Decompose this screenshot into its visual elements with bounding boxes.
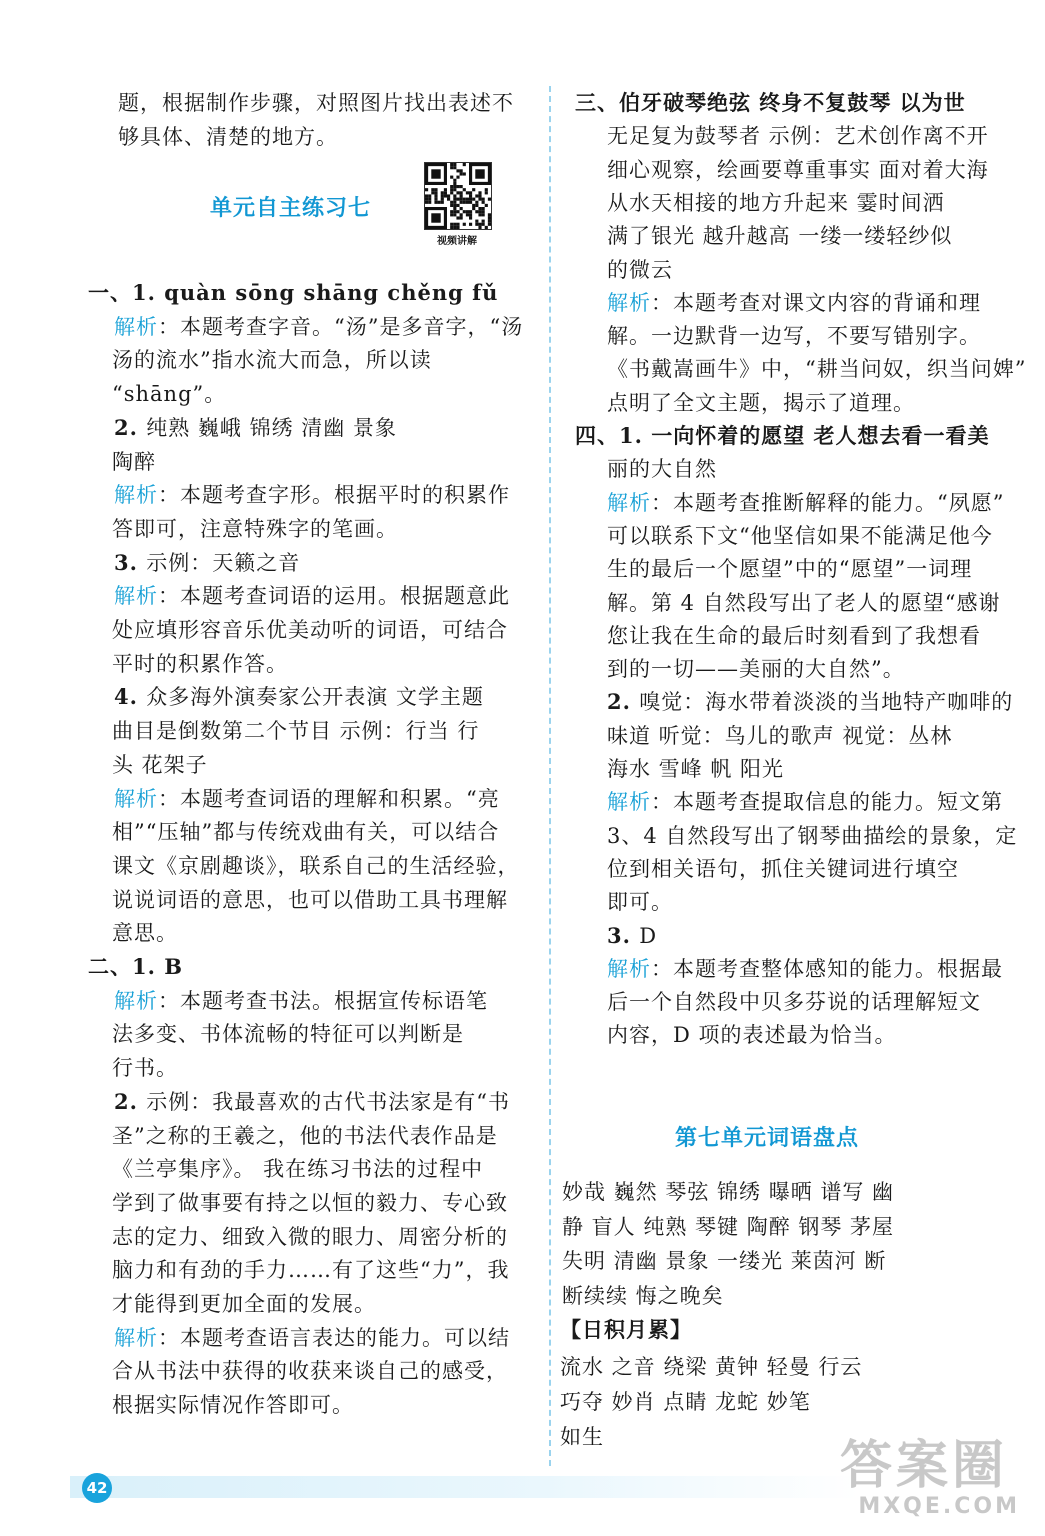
line-text: 后一个自然段中贝多芬说的话理解短文: [607, 990, 981, 1015]
line-text: 您让我在生命的最后时刻看到了我想看: [607, 623, 981, 648]
line-text: “shāng”。: [112, 382, 227, 407]
line-text: 曲目是倒数第二个节目 示例：行当 行: [112, 719, 480, 744]
intro-line: [118, 86, 514, 120]
line-text: 即可。: [607, 890, 673, 915]
footer-bar: [70, 1476, 860, 1498]
line-text: 流水 之音 绕梁 黄钟 轻曼 行云: [560, 1355, 863, 1379]
vocab-line: [562, 1210, 894, 1244]
text-line: [607, 685, 1013, 719]
text-line: [607, 219, 952, 253]
line-text: 圣”之称的王羲之，他的书法代表作品是: [112, 1123, 498, 1148]
text-line: [607, 319, 981, 353]
line-text: 满了银光 越升越高 一缕一缕轻纱似: [607, 224, 953, 249]
line-text: 四、1. 一向怀着的愿望 老人想去看一看美: [575, 423, 990, 448]
analysis-label: 解析: [114, 786, 158, 811]
text-line: [112, 1388, 354, 1422]
text-line: [114, 579, 510, 613]
line-text: 才能得到更加全面的发展。: [112, 1292, 376, 1316]
text-line: [607, 153, 989, 187]
question-number: 2.: [607, 689, 640, 715]
text-line: [112, 849, 520, 883]
text-line: [607, 119, 989, 153]
line-text: D: [639, 923, 658, 948]
line-text: 答即可，注意特殊字的笔画。: [112, 516, 398, 541]
column-divider: [549, 86, 551, 1466]
line-text: 生的最后一个愿望”中的“愿望”一词理: [607, 557, 973, 582]
text-line: [112, 377, 226, 411]
text-line: [112, 1220, 508, 1254]
line-text: 志的定力、细致入微的眼力、周密分析的: [112, 1224, 508, 1249]
text-line: [112, 1253, 509, 1287]
line-text: ：本题考查字形。根据平时的积累作: [158, 483, 510, 508]
text-line: [112, 343, 432, 377]
line-text: 相”“压轴”都与传统戏曲有关，可以结合: [112, 820, 500, 845]
line-text: 【日积月累】: [560, 1317, 692, 1342]
line-text: 点明了全文主题，揭示了道理。: [607, 390, 915, 415]
line-text: 根据实际情况作答即可。: [112, 1393, 354, 1418]
text-line: [88, 276, 498, 310]
line-text: 从水天相接的地方升起来 霎时间洒: [607, 190, 945, 215]
text-line: [607, 985, 981, 1019]
text-line: [112, 815, 499, 849]
text-line: [607, 952, 1003, 986]
text-line: [607, 352, 1026, 386]
text-line: [114, 310, 523, 344]
analysis-label: 解析: [607, 790, 651, 815]
analysis-label: 解析: [114, 1325, 158, 1350]
question-number: 3.: [607, 922, 640, 948]
line-text: 平时的积累作答。: [112, 651, 288, 676]
line-text: 可以联系下文“他坚信如果不能满足他今: [607, 523, 993, 548]
text-line: [112, 1354, 508, 1388]
line-text: 妙哉 巍然 琴弦 锦绣 曝晒 谱写 幽: [562, 1180, 895, 1204]
line-text: 纯熟 巍峨 锦绣 清幽 景象: [146, 415, 397, 440]
page-number: 42: [82, 1473, 112, 1503]
idiom-line: [560, 1350, 862, 1384]
text-line: [112, 613, 508, 647]
line-text: ：本题考查整体感知的能力。根据最: [651, 956, 1003, 981]
text-line: [607, 186, 945, 220]
line-text: 意思。: [112, 921, 178, 946]
vocab-section-title: 第七单元词语盘点: [675, 1126, 860, 1151]
idiom-line: [560, 1420, 604, 1454]
line-text: 味道 听觉：鸟儿的歌声 视觉：丛林: [607, 723, 953, 748]
line-text: 《兰亭集序》。 我在练习书法的过程中: [112, 1157, 484, 1182]
line-text: 合从书法中获得的收获来谈自己的感受，: [112, 1359, 508, 1384]
line-text: 众多海外演奏家公开表演 文学主题: [146, 685, 484, 710]
text-line: [607, 552, 972, 586]
idiom-line: [560, 1385, 811, 1419]
text-line: [114, 680, 484, 714]
text-line: [607, 519, 993, 553]
text-line: [88, 950, 183, 984]
vocab-line: [562, 1279, 724, 1313]
line-text: 细心观察，绘画要尊重事实 面对着大海: [607, 157, 989, 182]
question-number: 4.: [114, 684, 147, 710]
line-text: ：本题考查对课文内容的背诵和理: [651, 290, 981, 315]
line-text: ：本题考查语言表达的能力。可以结: [158, 1325, 510, 1350]
line-text: 海水 雪峰 帆 阳光: [607, 757, 785, 781]
watermark-text: 答案圈: [840, 1436, 1009, 1496]
line-text: 行书。: [112, 1056, 178, 1081]
text-line: [114, 411, 397, 445]
analysis-label: 解析: [114, 584, 158, 609]
text-line: [607, 752, 784, 786]
line-text: ：本题考查词语的运用。根据题意此: [158, 584, 510, 609]
line-text: 说说词语的意思，也可以借助工具书理解: [112, 887, 508, 912]
text-line: [112, 512, 398, 546]
line-text: ：本题考查提取信息的能力。短文第: [651, 790, 1003, 815]
line-text: 无足复为鼓琴者 示例：艺术创作离不开: [607, 124, 989, 149]
line-text: 失明 清幽 景象 一缕光 莱茵河 断: [562, 1249, 887, 1273]
text-line: [114, 984, 488, 1018]
text-line: [112, 1017, 464, 1051]
text-line: [112, 1287, 376, 1321]
text-line: [114, 546, 300, 580]
line-text: 三、伯牙破琴绝弦 终身不复鼓琴 以为世: [575, 90, 966, 115]
line-text: ：本题考查书法。根据宣传标语笔: [158, 988, 488, 1013]
line-text: 汤的流水”指水流大而急，所以读: [112, 348, 432, 373]
line-text: 如生: [560, 1425, 604, 1449]
line-text: 法多变、书体流畅的特征可以判断是: [112, 1022, 464, 1047]
question-number: 2.: [114, 1088, 147, 1114]
line-text: 示例：天籁之音: [146, 550, 301, 575]
text-line: [112, 748, 208, 782]
qr-code-icon[interactable]: [424, 162, 492, 230]
line-text: 题，根据制作步骤，对照图片找出表述不: [118, 91, 514, 115]
text-line: [607, 253, 673, 287]
line-text: 丽的大自然: [607, 457, 717, 482]
accumulation-header: [560, 1313, 692, 1347]
text-line: [112, 883, 508, 917]
text-line: [607, 486, 1004, 520]
line-text: ：本题考查词语的理解和积累。“亮: [158, 786, 500, 811]
text-line: [607, 619, 981, 653]
line-text: 巧夺 妙肖 点睛 龙蛇 妙笔: [560, 1390, 811, 1414]
text-line: [607, 286, 981, 320]
line-text: 解。一边默背一边写，不要写错别字。: [607, 324, 981, 349]
line-text: 一、1. quàn sōng shāng chěng fǔ: [88, 280, 499, 305]
text-line: [114, 782, 500, 816]
question-number: 3.: [114, 549, 147, 575]
text-line: [112, 1051, 178, 1085]
analysis-label: 解析: [114, 483, 158, 508]
line-text: 学到了做事要有持之以恒的毅力、专心致: [112, 1190, 508, 1215]
text-line: [112, 1119, 498, 1153]
text-line: [112, 1152, 483, 1186]
text-line: [607, 586, 1000, 620]
line-text: 的微云: [607, 257, 673, 282]
line-text: 嗅觉：海水带着淡淡的当地特产咖啡的: [639, 690, 1014, 715]
text-line: [607, 819, 1017, 853]
line-text: 《书戴嵩画牛》中，“耕当问奴，织当问婢”: [607, 357, 1027, 382]
line-text: 够具体、清楚的地方。: [118, 125, 338, 149]
vocab-line: [562, 1175, 894, 1209]
line-text: 3、4 自然段写出了钢琴曲描绘的景象，定: [607, 823, 1018, 848]
line-text: 位到相关语句，抓住关键词进行填空: [607, 856, 959, 881]
line-text: 课文《京剧趣谈》，联系自己的生活经验，: [112, 853, 520, 878]
qr-caption: 视频讲解: [437, 236, 477, 247]
text-line: [607, 719, 952, 753]
line-text: 头 花架子: [112, 752, 208, 777]
text-line: [607, 852, 959, 886]
text-line: [112, 647, 288, 681]
line-text: 内容，D 项的表述最为恰当。: [607, 1023, 897, 1048]
intro-line: [118, 120, 338, 154]
analysis-label: 解析: [607, 490, 651, 515]
text-line: [607, 1018, 897, 1052]
line-text: 陶醉: [112, 449, 156, 474]
line-text: 脑力和有劲的手力……有了这些“力”，我: [112, 1258, 510, 1283]
section-title: 单元自主练习七: [210, 196, 372, 221]
text-line: [114, 1085, 510, 1119]
line-text: ：本题考查字音。“汤”是多音字，“汤: [158, 314, 524, 339]
text-line: [607, 452, 717, 486]
text-line: [607, 785, 1003, 819]
text-line: [114, 1321, 510, 1355]
watermark-logo: [840, 1438, 1040, 1534]
question-number: 2.: [114, 414, 147, 440]
text-line: [112, 714, 479, 748]
line-text: ：本题考查推断解释的能力。“夙愿”: [651, 490, 1005, 515]
text-line: [607, 386, 915, 420]
text-line: [607, 652, 905, 686]
analysis-label: 解析: [607, 290, 651, 315]
line-text: 断续续 悔之晚矣: [562, 1283, 724, 1308]
text-line: [112, 445, 156, 479]
line-text: 二、1. B: [88, 954, 183, 979]
text-line: [112, 916, 178, 950]
line-text: 静 盲人 纯熟 琴键 陶醉 钢琴 茅屋: [562, 1214, 895, 1239]
text-line: [114, 478, 510, 512]
text-line: [575, 86, 966, 120]
text-line: [607, 919, 657, 953]
line-text: 到的一切——美丽的大自然”。: [607, 657, 905, 682]
analysis-label: 解析: [607, 956, 651, 981]
vocab-line: [562, 1244, 886, 1278]
text-line: [575, 419, 990, 453]
line-text: 示例：我最喜欢的古代书法家是有“书: [146, 1089, 510, 1114]
analysis-label: 解析: [114, 314, 158, 339]
line-text: 处应填形容音乐优美动听的词语，可结合: [112, 618, 508, 642]
text-line: [112, 1186, 508, 1220]
line-text: 解。第 4 自然段写出了老人的愿望“感谢: [607, 590, 1001, 615]
watermark-url: MXQE.COM: [858, 1494, 1020, 1519]
analysis-label: 解析: [114, 988, 158, 1013]
text-line: [607, 885, 673, 919]
